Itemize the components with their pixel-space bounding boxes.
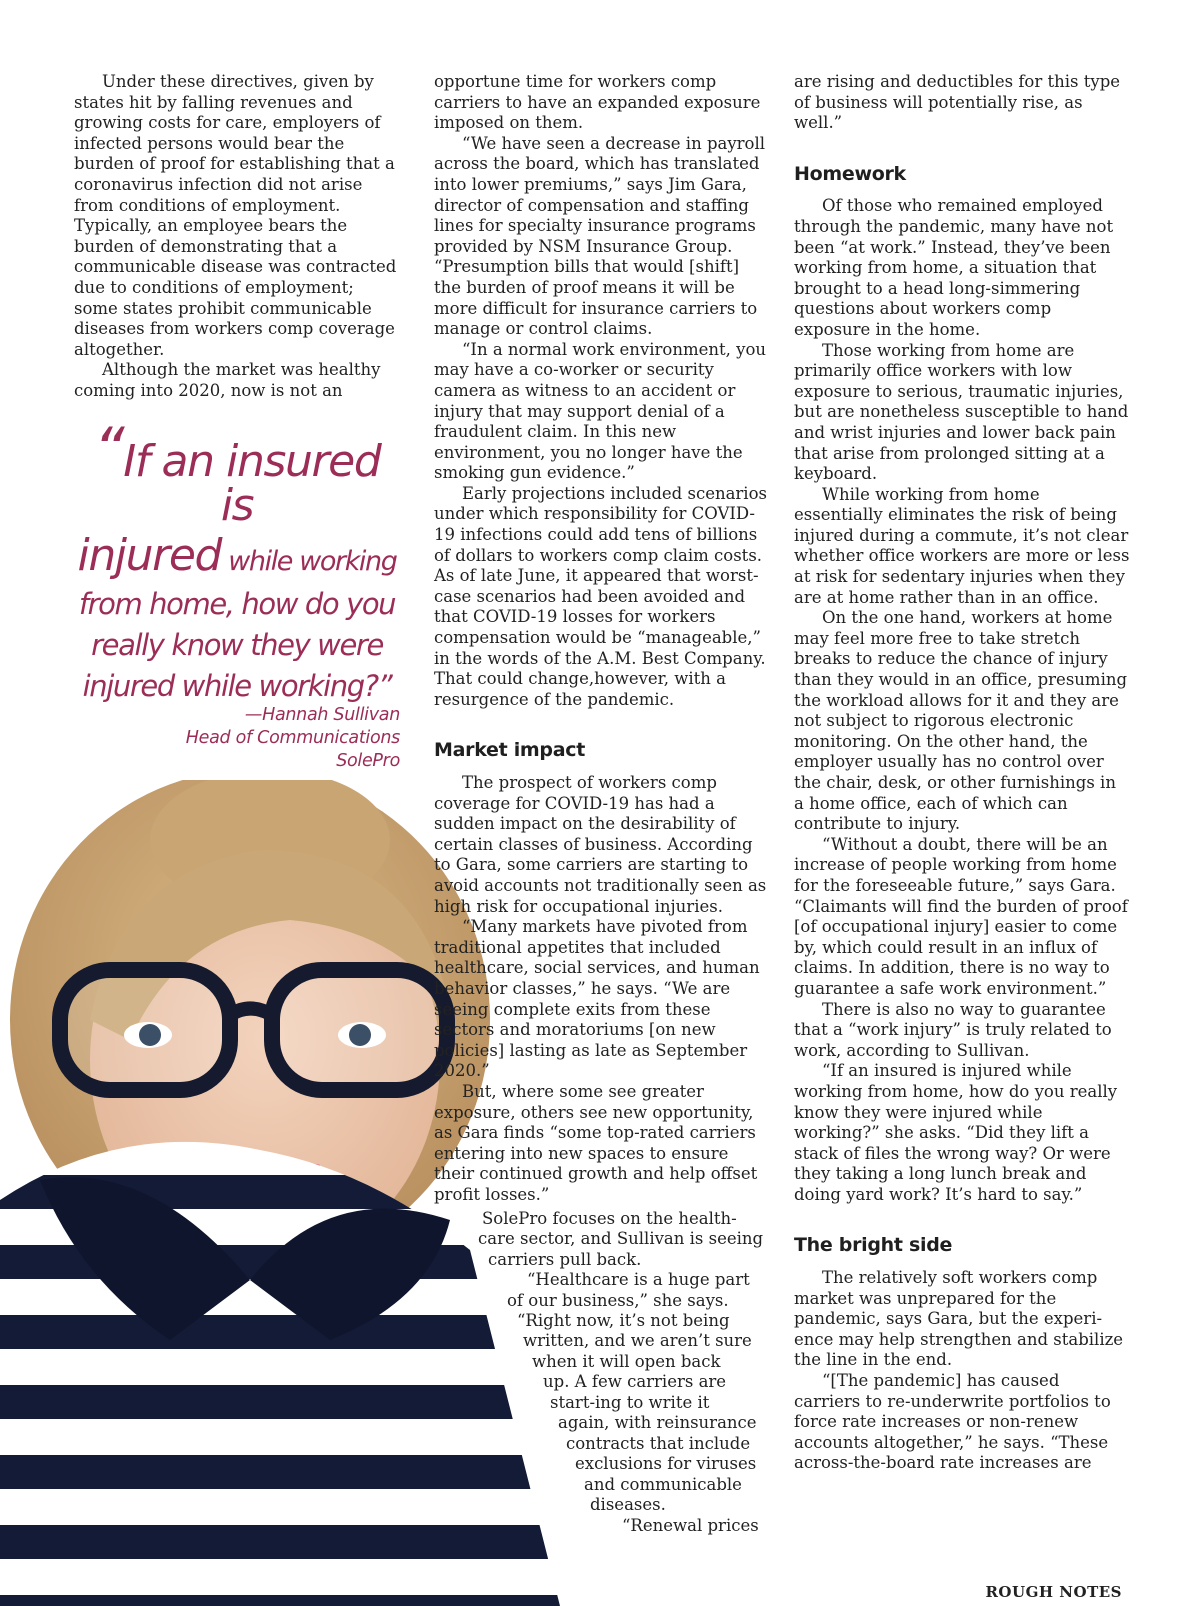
pull-quote-line: while working — [221, 546, 397, 577]
pull-quote-line: injured — [77, 530, 222, 581]
quote-attribution — [186, 704, 400, 773]
wrap-line: exclusions for viruses — [575, 1454, 757, 1473]
body-paragraph: There is also no way to guarantee that a “work injury” is truly related to work, according to Sullivan. — [794, 999, 1112, 1060]
attribution-title: Head of Communications — [185, 728, 400, 748]
wrap-line: written, and we aren’t sure — [523, 1331, 752, 1350]
pull-quote-line: from home, how do you — [78, 587, 396, 621]
pull-quote-line: really know they were — [91, 628, 383, 662]
body-paragraph: Of those who remained employed through the pandemic, many have not been “at work.” Instead, they’ve been working from home, a situation that brought to a head long-simmering questions about workers comp exposure in the home. — [794, 196, 1114, 339]
pull-quote-line: injured while working?” — [82, 669, 392, 703]
column-1 — [74, 72, 402, 402]
wrap-line: and communicable — [584, 1475, 742, 1494]
body-paragraph: While working from home essentially eliminates the risk of being injured during a commute, it’s not clear whether office workers are more or less at risk for sedentary injuries when they are at home rather than in an office. — [794, 484, 1130, 607]
wrap-line: again, with reinsurance — [558, 1413, 757, 1432]
pull-quote-line: If an insured is — [123, 436, 381, 531]
body-paragraph: opportune time for workers comp carriers to have an expanded exposure imposed on them. — [434, 72, 761, 133]
body-paragraph: “In a normal work environment, you may have a co-worker or security camera as witness to an accident or injury that may support denial of a fraudulent claim. In this new environment, you no longer have the smoking gun evidence.” — [434, 339, 767, 483]
wrap-line: care sector, and Sullivan is seeing — [478, 1229, 764, 1248]
body-paragraph: “Many markets have pivoted from traditional appetites that included healthcare, social services, and human behavior classes,” he says. “We are seeing complete exits from these sectors and moratoriums [on new policies] lasting as late as September 2020.” — [434, 917, 760, 1081]
publication-footer: ROUGH NOTES — [985, 1583, 1122, 1601]
column-3 — [794, 72, 1130, 1474]
column-2 — [434, 72, 768, 1205]
body-paragraph: Those working from home are primarily office workers with low exposure to serious, traumatic injuries, but are nonetheless susceptible to hand and wrist injuries and lower back pain that arise from prolonged sitting at a keyboard. — [794, 340, 1129, 484]
wrap-line: start-ing to write it — [550, 1393, 710, 1412]
wrap-line: of our business,” she says. — [507, 1291, 729, 1310]
pull-quote — [72, 415, 402, 703]
wrap-line: diseases. — [590, 1495, 666, 1514]
body-paragraph: On the one hand, workers at home may feel more free to take stretch breaks to reduce the chance of injury than they would in an office, presuming the workload allows for it and they are not subject to rigorous electronic monitoring. On the other hand, the employer usually has no control over the chair, desk, or other furnishings in a home office, each of which can contribute to injury. — [794, 608, 1128, 834]
quote-mark: “ — [93, 415, 124, 485]
wrap-line: “Renewal prices — [622, 1516, 759, 1535]
wrap-line: when it will open back — [532, 1352, 721, 1371]
body-paragraph: But, where some see greater exposure, others see new opportunity, as Gara finds “some top-rated carriers entering into new spaces to ensure their continued growth and help offset profit losses.” — [434, 1081, 758, 1204]
section-heading-market-impact: Market impact — [434, 739, 585, 762]
section-heading-homework: Homework — [794, 162, 906, 185]
wrap-line: up. A few carriers are — [543, 1372, 727, 1391]
body-paragraph: “We have seen a decrease in payroll across the board, which has translated into lower premiums,” says Jim Gara, director of compensation and staffing lines for specialty insurance programs provided by NSM Insurance Group. “Presumption bills that would [shift] the burden of proof means it will be more difficult for insurance carriers to manage or control claims. — [434, 133, 766, 339]
body-paragraph: The relatively soft workers comp market was unprepared for the pandemic, says Gara, but the experi-ence may help strengthen and stabilize the line in the end. — [794, 1268, 1124, 1370]
attribution-name: —Hannah Sullivan — [244, 705, 400, 725]
body-paragraph: “[The pandemic] has caused carriers to re-underwrite portfolios to force rate increases or non-renew accounts altogether,” he says. “These across-the-board rate increases are — [794, 1371, 1111, 1473]
body-paragraph: “If an insured is injured while working from home, how do you really know they were injured while working?” she asks. “Did they lift a stack of files the wrong way? Or were they taking a long lunch break and doing yard work? It’s hard to say.” — [794, 1061, 1118, 1204]
body-paragraph: Early projections included scenarios under which responsibility for COVID-19 infections could add tens of billions of dollars to workers comp claim costs. As of late June, it appeared that worst-case scenarios had been avoided and that COVID-19 losses for workers compensation would be “manageable,” in the words of the A.M. Best Company. That could change,however, with a resurgence of the pandemic. — [434, 483, 767, 709]
section-heading-bright-side: The bright side — [794, 1234, 953, 1257]
wrap-line: carriers pull back. — [488, 1250, 642, 1269]
wrap-line: SolePro focuses on the health- — [482, 1209, 737, 1228]
body-paragraph: The prospect of workers comp coverage for COVID-19 has had a sudden impact on the desirability of certain classes of business. According to Gara, some carriers are starting to avoid accounts not traditionally seen as high risk for occupational injuries. — [434, 773, 767, 916]
wrap-line: contracts that include — [566, 1434, 751, 1453]
body-paragraph: Under these directives, given by states hit by falling revenues and growing costs for care, employers of infected persons would bear the burden of proof for establishing that a coronavirus infection did not arise from conditions of employment. Typically, an employee bears the burden of demonstrating that a communicable disease was contracted due to conditions of employment; some states prohibit communicable diseases from workers comp coverage altogether. — [74, 72, 397, 359]
wrap-line: “Right now, it’s not being — [517, 1311, 730, 1330]
body-paragraph: Although the market was healthy coming into 2020, now is not an — [74, 360, 381, 400]
attribution-company: SolePro — [336, 751, 400, 771]
body-paragraph: are rising and deductibles for this type of business will potentially rise, as well.” — [794, 72, 1121, 133]
body-paragraph: “Without a doubt, there will be an increase of people working from home for the foreseeable future,” says Gara. “Claimants will find the burden of proof [of occupational injury] easier to come by, which could result in an influx of claims. In addition, there is no way to guarantee a safe work environment.” — [794, 834, 1128, 998]
wrap-line: “Healthcare is a huge part — [527, 1270, 750, 1289]
